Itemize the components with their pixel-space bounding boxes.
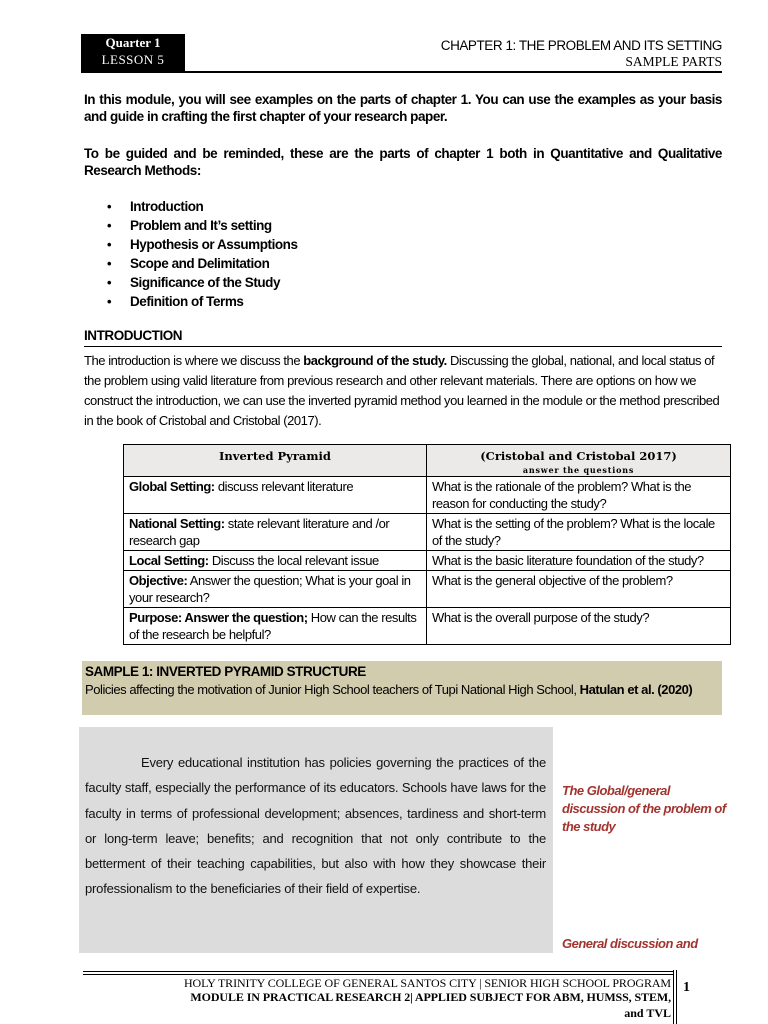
table-cell: What is the basic literature foundation of the study? [427,551,731,571]
table-cell: What is the rationale of the problem? What is the reason for conducting the study? [427,477,731,514]
list-item: • Significance of the Study [107,273,298,292]
table-cell: What is the setting of the problem? What is the locale of the study? [427,514,731,551]
footer-module-cont: and TVL [624,1006,671,1020]
footer-rule [83,974,673,975]
row-text: How can the results of the research be helpful? [129,610,417,642]
footer-school: HOLY TRINITY COLLEGE OF GENERAL SANTOS CITY | SENIOR HIGH SCHOOL PROGRAM [183,976,671,990]
table-header-inverted-pyramid: Inverted Pyramid [124,445,427,477]
introduction-paragraph [84,351,724,431]
list-item: • Introduction [107,197,298,216]
table-row [124,571,731,608]
introduction-heading: INTRODUCTION [84,328,183,343]
table-header-row [124,445,731,477]
page-number: 1 [683,980,690,995]
list-item: • Hypothesis or Assumptions [107,235,298,254]
module-intro-paragraph: In this module, you will see examples on the parts of chapter 1. You can use the examples as your basis and guide in crafting the first chapter of your research paper. [84,92,722,124]
table-header-cristobal [427,445,731,477]
row-text: Answer the question; What is your goal in your research? [129,573,411,605]
list-item: • Definition of Terms [107,292,298,311]
chapter-title: CHAPTER 1: THE PROBLEM AND ITS SETTING [440,38,722,53]
introduction-bold: background of the study. [303,353,447,368]
list-item: • Problem and It’s setting [107,216,298,235]
row-label: Purpose: Answer the question; [129,610,308,625]
table-cell: What is the overall purpose of the study? [427,608,731,645]
row-text: discuss relevant literature [214,479,354,494]
chapter-parts-list [107,197,298,311]
table-row [124,477,731,514]
row-label: Global Setting: [129,479,215,494]
quarter-label: Quarter 1 [105,35,161,50]
sample-excerpt-box [79,727,553,953]
table-header-subtitle: answer the questions [522,465,635,475]
row-text: Discuss the local relevant issue [208,553,379,568]
footer-module: MODULE IN PRACTICAL RESEARCH 2| APPLIED SUBJECT FOR ABM, HUMSS, STEM, [190,990,671,1004]
sample-title-text: Policies affecting the motivation of Junior High School teachers of Tupi National High School, [85,682,580,697]
footer-rule [83,971,673,972]
table-cell [124,608,427,645]
table-row [124,551,731,571]
introduction-divider [84,346,722,347]
margin-note-general: General discussion and [562,936,698,951]
sample-title [85,681,721,699]
list-item: • Scope and Delimitation [107,254,298,273]
row-label: Local Setting: [129,553,209,568]
table-cell: What is the general objective of the problem? [427,571,731,608]
lesson-label: LESSON 5 [101,52,165,67]
footer-vertical-rule [673,970,674,1024]
table-cell [124,571,427,608]
footer-vertical-rule [676,970,677,1024]
inverted-pyramid-table [123,444,731,645]
row-label: National Setting: [129,516,225,531]
quarter-lesson-badge [81,34,185,71]
row-text: state relevant literature and /or research gap [129,516,390,548]
sample-banner [82,661,722,715]
table-cell [124,551,427,571]
table-cell [124,477,427,514]
parts-intro-paragraph: To be guided and be reminded, these are the parts of chapter 1 both in Quantitative and Qualitative Research Methods: [84,146,722,178]
introduction-text-start: The introduction is where we discuss the [84,353,304,368]
row-label: Objective: [129,573,188,588]
table-cell [124,514,427,551]
table-row [124,514,731,551]
table-header-cristobal-title: (Cristobal and Cristobal 2017) [480,449,677,463]
introduction-text-end: Discussing the global, national, and local status of the problem using valid literature from previous research and other relevant materials. There are options on how we construct the introduction, we can use the inverted pyramid method you learned in the module or the method prescribed in the book of Cristobal and Cristobal (2017). [84,353,720,428]
sample-heading: SAMPLE 1: INVERTED PYRAMID STRUCTURE [85,664,366,679]
sample-author: Hatulan et al. (2020) [579,682,693,697]
margin-note-global: The Global/general discussion of the problem of the study [562,783,726,834]
sample-excerpt-text: Every educational institution has policies governing the practices of the faculty staff, especially the performance of its educators. Schools have laws for the faculty in terms of professional development; absences, tardiness and short-term or long-term leave; benefits; and recognition that not only contribute to the betterment of their teaching capabilities, but also with how they showcase their professionalism to the beneficiaries of their field of expertise. [85,755,546,897]
table-row [124,608,731,645]
header-divider [81,71,722,73]
section-title: SAMPLE PARTS [625,54,722,69]
